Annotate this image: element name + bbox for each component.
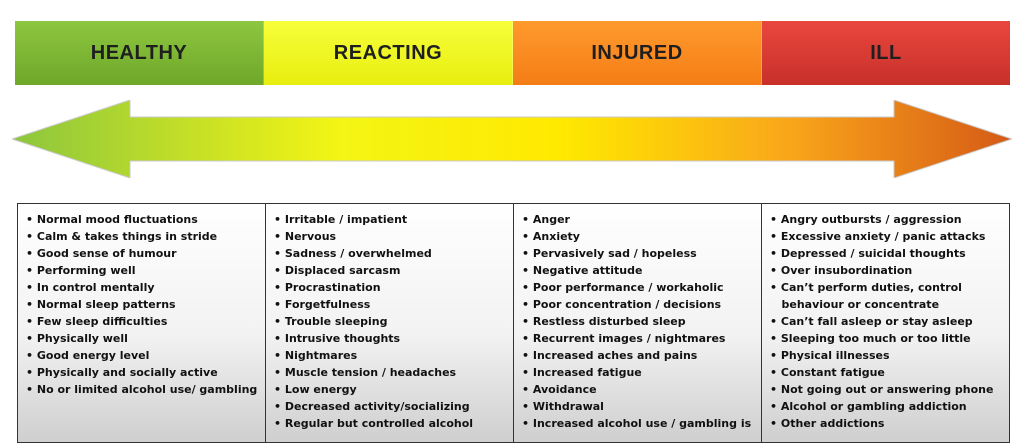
list-item: • Constant fatigue (770, 364, 1003, 381)
list-item: • Can’t perform duties, control (770, 279, 1003, 296)
stage-injured: INJURED (513, 21, 762, 85)
double-arrow-icon (12, 100, 1012, 178)
list-item: • Irritable / impatient (274, 211, 507, 228)
list-item: • Increased aches and pains (522, 347, 755, 364)
list-item: • Procrastination (274, 279, 507, 296)
list-item: • Increased alcohol use / gambling is (522, 415, 755, 432)
list-item: • No or limited alcohol use/ gambling (26, 381, 259, 398)
list-item: • Can’t fall asleep or stay asleep (770, 313, 1003, 330)
list-item: • Other addictions (770, 415, 1003, 432)
list-item: • Depressed / suicidal thoughts (770, 245, 1003, 262)
list-item: • Pervasively sad / hopeless (522, 245, 755, 262)
list-item-continuation: behaviour or concentrate (781, 298, 940, 311)
injured-column (514, 204, 762, 442)
list-item: • Intrusive thoughts (274, 330, 507, 347)
list-item: • Over insubordination (770, 262, 1003, 279)
list-item: • Performing well (26, 262, 259, 279)
list-item: • Regular but controlled alcohol (274, 415, 507, 432)
healthy-column (18, 204, 266, 442)
stage-healthy: HEALTHY (15, 21, 264, 85)
list-item: • Avoidance (522, 381, 755, 398)
list-item: • Muscle tension / headaches (274, 364, 507, 381)
list-item: • Physically well (26, 330, 259, 347)
list-item: • Sleeping too much or too little (770, 330, 1003, 347)
list-item: • Normal mood fluctuations (26, 211, 259, 228)
list-item: • Poor performance / workaholic (522, 279, 755, 296)
list-item: • Good energy level (26, 347, 259, 364)
list-item: • Forgetfulness (274, 296, 507, 313)
list-item: • Physical illnesses (770, 347, 1003, 364)
list-item: • Sadness / overwhelmed (274, 245, 507, 262)
list-item: • Recurrent images / nightmares (522, 330, 755, 347)
list-item: • Nervous (274, 228, 507, 245)
list-item: • Physically and socially active (26, 364, 259, 381)
list-item: • Normal sleep patterns (26, 296, 259, 313)
list-item: • In control mentally (26, 279, 259, 296)
list-item: • Few sleep difficulties (26, 313, 259, 330)
double-arrow (12, 100, 1012, 178)
list-item: • Restless disturbed sleep (522, 313, 755, 330)
list-item: • Decreased activity/socializing (274, 398, 507, 415)
list-item: • Alcohol or gambling addiction (770, 398, 1003, 415)
list-item: • Good sense of humour (26, 245, 259, 262)
list-item: • Excessive anxiety / panic attacks (770, 228, 1003, 245)
list-item: • Anger (522, 211, 755, 228)
ill-column (762, 204, 1009, 442)
list-item: • Calm & takes things in stride (26, 228, 259, 245)
list-item: • Negative attitude (522, 262, 755, 279)
list-item: • Increased fatigue (522, 364, 755, 381)
stage-ill: ILL (762, 21, 1010, 85)
list-item: • Poor concentration / decisions (522, 296, 755, 313)
stage-reacting: REACTING (264, 21, 513, 85)
symptom-columns (17, 203, 1010, 443)
continuum-header (15, 21, 1010, 85)
list-item: • Low energy (274, 381, 507, 398)
list-item: • Trouble sleeping (274, 313, 507, 330)
list-item: • Withdrawal (522, 398, 755, 415)
list-item: • Anxiety (522, 228, 755, 245)
list-item: • Angry outbursts / aggression (770, 211, 1003, 228)
reacting-column (266, 204, 514, 442)
list-item: • Nightmares (274, 347, 507, 364)
list-item: • Displaced sarcasm (274, 262, 507, 279)
list-item: • Not going out or answering phone (770, 381, 1003, 398)
